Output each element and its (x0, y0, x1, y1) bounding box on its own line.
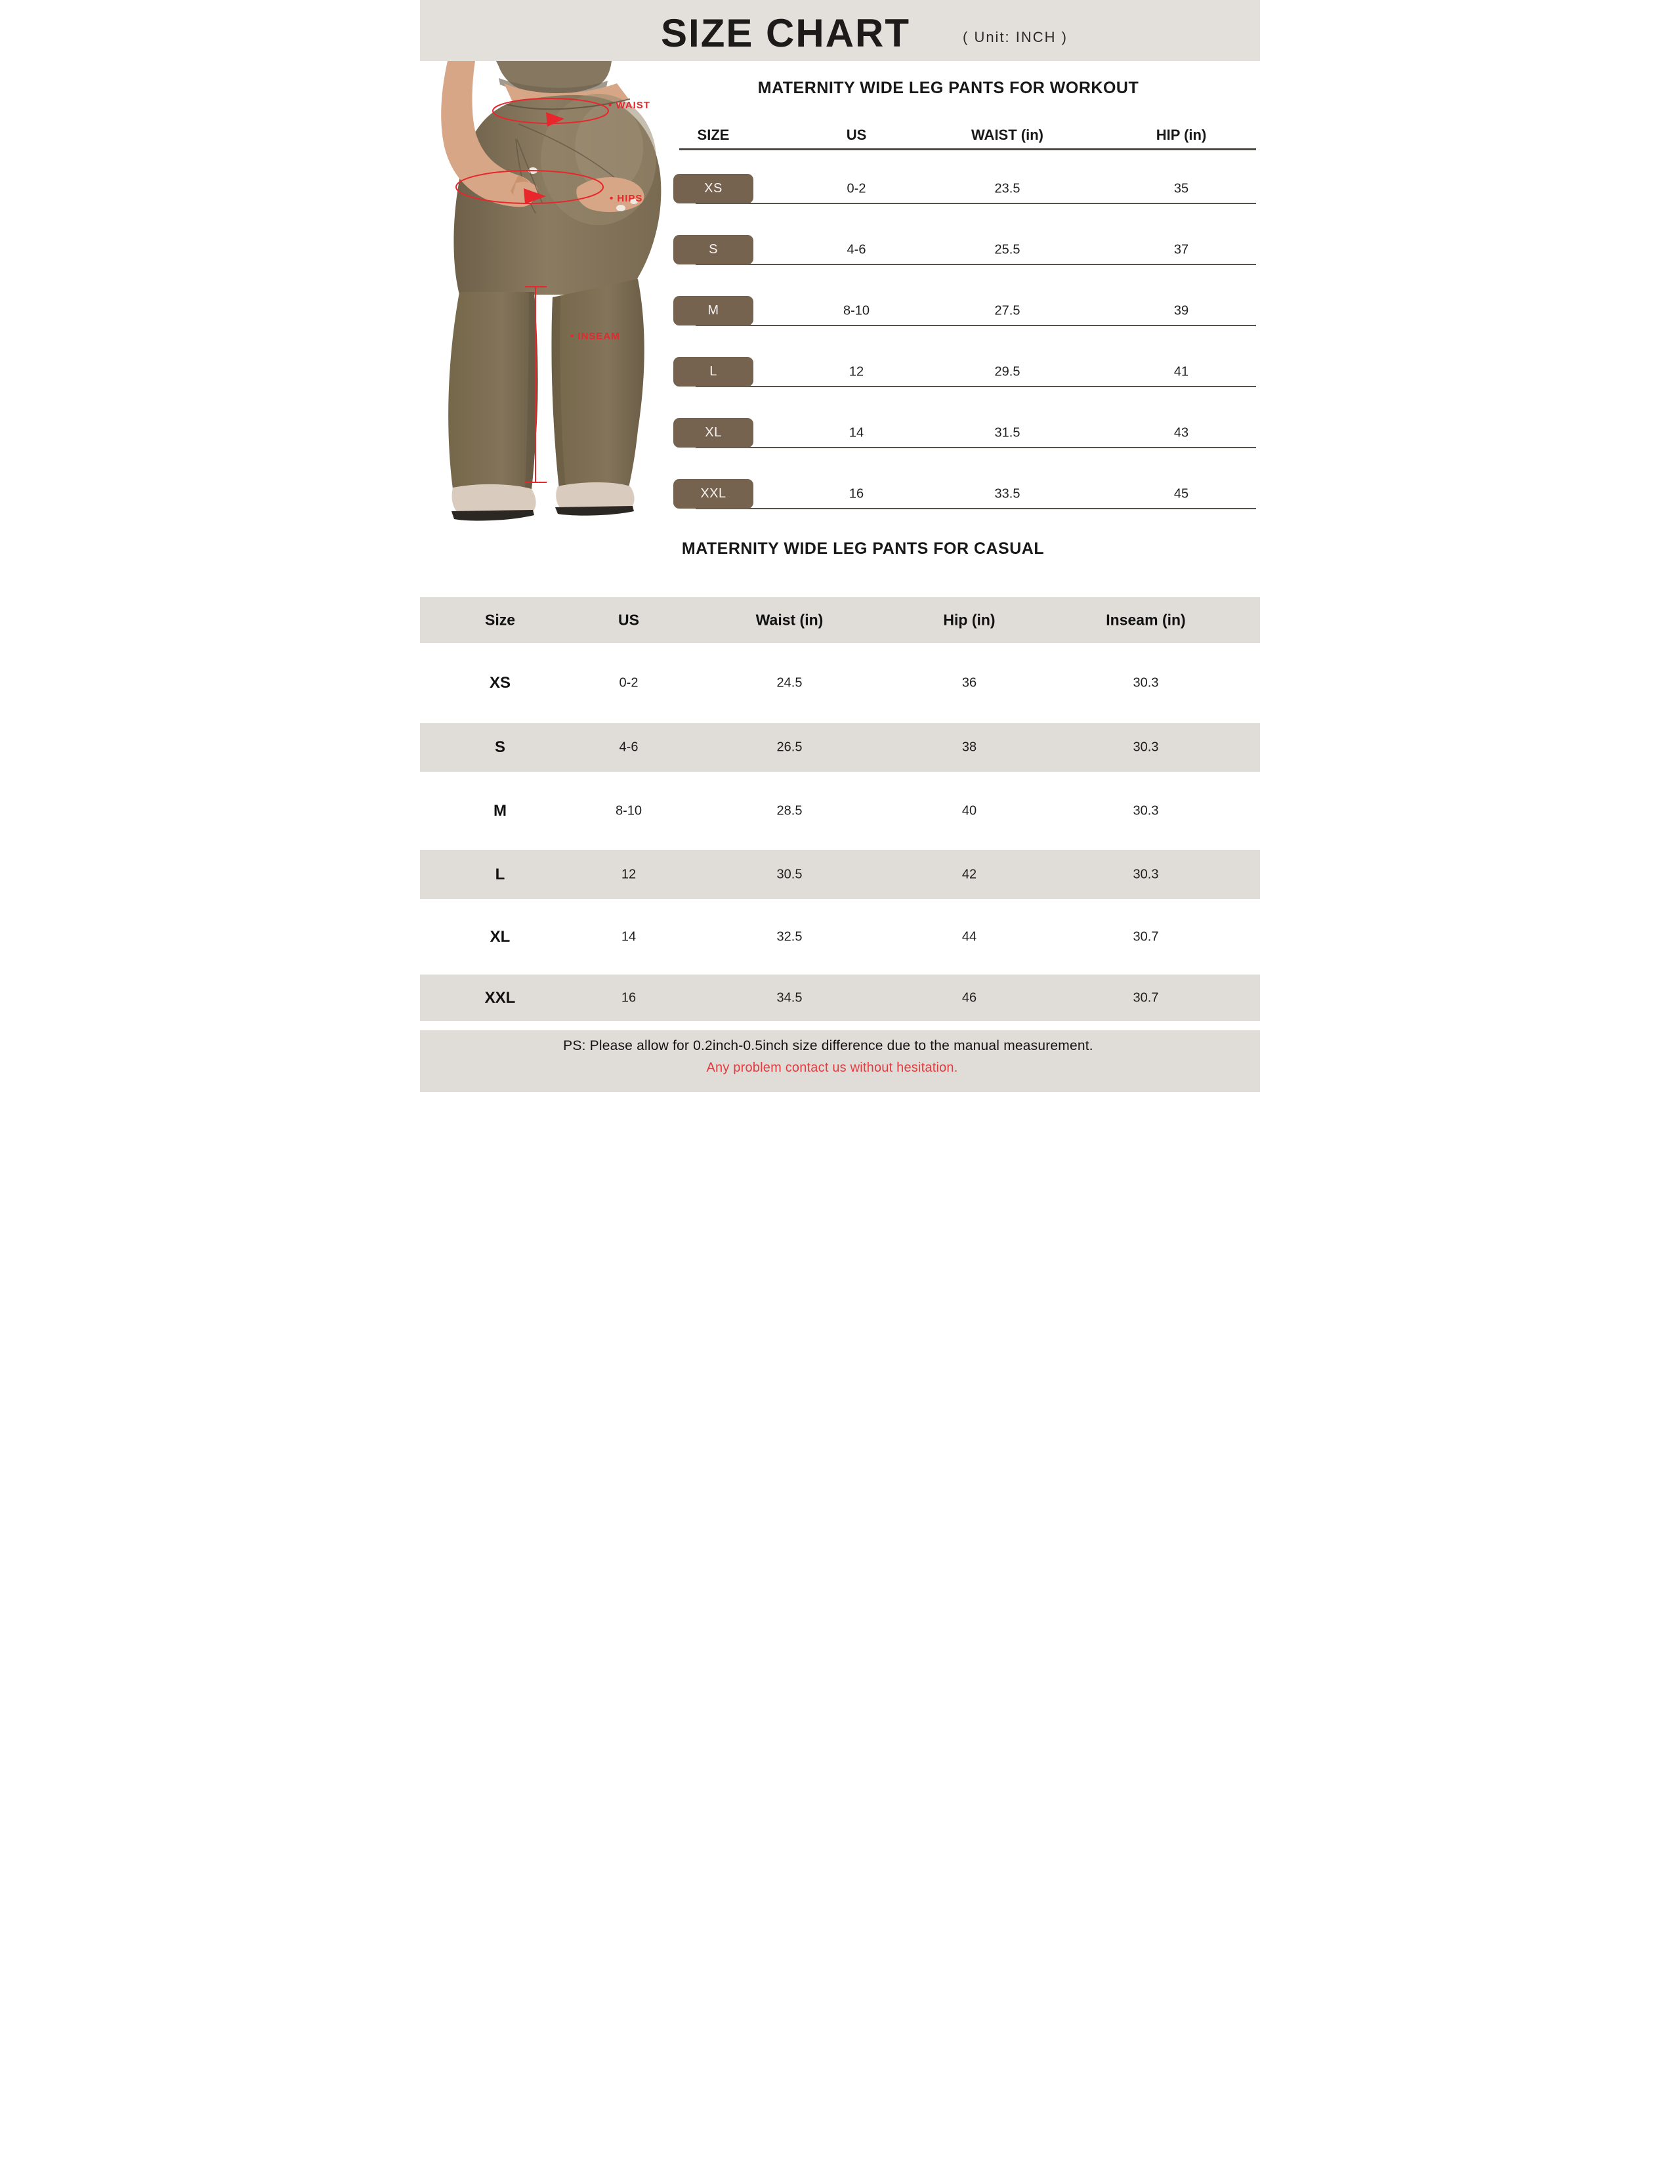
size-cell: XXL (484, 988, 516, 1007)
size-cell: XS (489, 674, 511, 692)
inseam-value: 30.7 (1133, 990, 1159, 1005)
waist-value: 27.5 (994, 303, 1020, 318)
size-badge-xl: XL (673, 418, 753, 448)
waist-value: 31.5 (994, 425, 1020, 440)
waist-value: 33.5 (994, 486, 1020, 501)
waist-value: 26.5 (776, 740, 803, 755)
hip-value: 35 (1173, 181, 1189, 196)
size-badge-xs: XS (673, 174, 753, 203)
hip-value: 36 (961, 675, 977, 690)
us-value: 4-6 (847, 242, 866, 257)
waist-value: 28.5 (776, 803, 803, 818)
waist-value: 24.5 (776, 675, 803, 690)
waist-annotation-label: • WAIST (608, 100, 650, 111)
inseam-value: 30.3 (1133, 740, 1159, 755)
waist-value: 32.5 (776, 929, 803, 944)
workout-row-m (420, 296, 1260, 326)
row-rule (696, 447, 1256, 448)
hip-value: 42 (961, 867, 977, 881)
inseam-annotation-label: • INSEAM (570, 331, 620, 342)
us-value: 0-2 (619, 675, 639, 690)
casual-col-hip: Hip (in) (943, 611, 996, 629)
waist-value: 25.5 (994, 242, 1020, 257)
casual-row-s (420, 723, 1260, 772)
hip-value: 46 (961, 990, 977, 1005)
workout-row-s (420, 235, 1260, 265)
us-value: 4-6 (619, 740, 639, 755)
workout-row-xs (420, 174, 1260, 204)
hip-value: 40 (961, 803, 977, 818)
size-chart-page (420, 0, 1260, 1092)
casual-row-xl (420, 899, 1260, 975)
casual-col-waist: Waist (in) (755, 611, 824, 629)
us-value: 14 (621, 929, 637, 944)
casual-col-inseam: Inseam (in) (1106, 611, 1186, 629)
row-rule (696, 264, 1256, 265)
page-title: SIZE CHART (661, 11, 910, 55)
size-cell: M (494, 801, 507, 820)
hip-value: 39 (1173, 303, 1189, 318)
casual-header-row (420, 597, 1260, 643)
casual-col-size: Size (484, 611, 516, 629)
casual-table-title: MATERNITY WIDE LEG PANTS FOR CASUAL (681, 539, 1045, 558)
casual-row-xs (420, 643, 1260, 723)
inseam-value: 30.3 (1133, 867, 1159, 881)
hip-value: 38 (961, 740, 977, 755)
hip-value: 45 (1173, 486, 1189, 501)
waist-value: 34.5 (776, 990, 803, 1005)
size-cell: S (494, 738, 506, 756)
us-value: 0-2 (847, 181, 866, 196)
hip-value: 41 (1173, 364, 1189, 379)
row-rule (696, 203, 1256, 204)
workout-row-xl (420, 418, 1260, 448)
us-value: 16 (621, 990, 637, 1005)
casual-row-l (420, 850, 1260, 899)
workout-col-hip: HIP (in) (1156, 127, 1207, 143)
workout-row-l (420, 357, 1260, 387)
unit-label: ( Unit: INCH ) (963, 29, 1068, 45)
inseam-value: 30.7 (1133, 929, 1159, 944)
waist-value: 23.5 (994, 181, 1020, 196)
inseam-value: 30.3 (1133, 675, 1159, 690)
hips-annotation-label: • HIPS (610, 193, 643, 204)
row-rule (696, 508, 1256, 509)
hip-value: 37 (1173, 242, 1189, 257)
workout-col-us: US (846, 127, 867, 143)
casual-row-m (420, 772, 1260, 850)
us-value: 12 (849, 364, 864, 379)
size-badge-m: M (673, 296, 753, 326)
size-badge-xxl: XXL (673, 479, 753, 509)
us-value: 16 (849, 486, 864, 501)
inseam-value: 30.3 (1133, 803, 1159, 818)
row-rule (696, 386, 1256, 387)
size-badge-l: L (673, 357, 753, 387)
us-value: 8-10 (843, 303, 870, 318)
workout-table-title: MATERNITY WIDE LEG PANTS FOR WORKOUT (757, 79, 1139, 97)
waist-value: 30.5 (776, 867, 803, 881)
hip-value: 43 (1173, 425, 1189, 440)
size-cell: L (495, 865, 505, 883)
hip-value: 44 (961, 929, 977, 944)
row-rule (696, 325, 1256, 326)
us-value: 12 (621, 867, 637, 881)
front-shoe-sole (452, 510, 534, 520)
waist-value: 29.5 (994, 364, 1020, 379)
us-value: 8-10 (615, 803, 642, 818)
footer-note: PS: Please allow for 0.2inch-0.5inch size difference due to the manual measurement. (563, 1038, 1093, 1053)
size-cell: XL (490, 927, 511, 946)
workout-col-waist: WAIST (in) (971, 127, 1043, 143)
workout-col-size: SIZE (697, 127, 730, 143)
workout-row-xxl (420, 479, 1260, 509)
footer-contact: Any problem contact us without hesitation. (706, 1060, 958, 1075)
us-value: 14 (849, 425, 864, 440)
casual-row-xxl (420, 975, 1260, 1021)
size-badge-s: S (673, 235, 753, 264)
casual-col-us: US (618, 611, 639, 629)
workout-header-rule (679, 148, 1256, 150)
